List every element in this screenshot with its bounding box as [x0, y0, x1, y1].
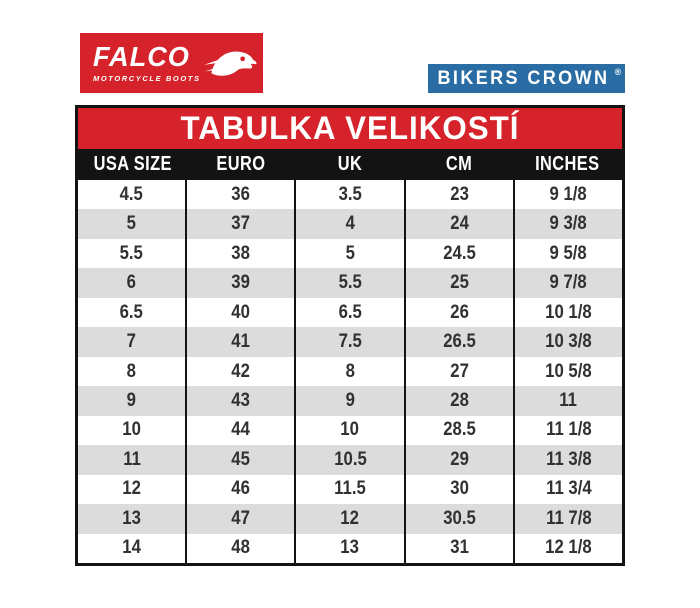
- table-cell: [294, 327, 403, 356]
- cell-value: 37: [231, 213, 251, 235]
- table-cell: [185, 357, 294, 386]
- cell-value: 10 3/8: [545, 331, 592, 353]
- cell-value: 10: [122, 419, 141, 441]
- cell-value: 48: [231, 537, 251, 559]
- cell-value: 26: [449, 301, 469, 323]
- table-row: [78, 298, 622, 327]
- header-cell-usa-size: USA SIZE: [93, 153, 172, 175]
- falco-tagline: MOTORCYCLE BOOTS: [93, 74, 201, 83]
- cell-value: 28: [449, 390, 469, 412]
- table-cell: [185, 239, 294, 268]
- cell-value: 5: [345, 242, 355, 264]
- cell-value: 5.5: [119, 242, 144, 264]
- table-row: [78, 239, 622, 268]
- cell-value: 5.5: [338, 272, 362, 294]
- cell-value: 11: [559, 390, 578, 412]
- cell-value: 30.5: [442, 507, 476, 529]
- cell-value: 10: [340, 419, 360, 441]
- table-cell: [513, 504, 622, 533]
- cell-value: 9 1/8: [549, 183, 588, 205]
- falco-logo: [80, 33, 263, 93]
- cell-value: 8: [345, 360, 355, 382]
- table-cell: [513, 298, 622, 327]
- table-cell: [185, 534, 294, 563]
- cell-value: 9 5/8: [549, 242, 588, 264]
- cell-value: 26.5: [442, 331, 476, 353]
- cell-value: 47: [231, 507, 251, 529]
- table-row: [78, 209, 622, 238]
- table-cell: [294, 239, 403, 268]
- cell-value: 12: [122, 478, 141, 500]
- cell-value: 42: [231, 360, 251, 382]
- header-cell-cm: CM: [445, 153, 472, 175]
- falco-wordmark-block: [93, 43, 201, 83]
- cell-value: 9 3/8: [549, 213, 588, 235]
- table-cell: [78, 268, 185, 297]
- cell-value: 6: [126, 272, 137, 294]
- cell-value: 10 5/8: [545, 360, 592, 382]
- table-cell: [404, 357, 513, 386]
- table-cell: [78, 386, 185, 415]
- table-row: [78, 416, 622, 445]
- cell-value: 43: [231, 390, 251, 412]
- table-row: [78, 268, 622, 297]
- table-cell: [294, 180, 403, 209]
- table-row: [78, 357, 622, 386]
- header-cell-inches: INCHES: [535, 153, 600, 175]
- table-cell: [78, 298, 185, 327]
- cell-value: 13: [122, 507, 141, 529]
- cell-value: 9: [345, 390, 355, 412]
- cell-value: 36: [231, 183, 251, 205]
- table-cell: [513, 534, 622, 563]
- cell-value: 10.5: [333, 448, 367, 470]
- cell-value: 7: [126, 331, 137, 353]
- table-cell: [78, 475, 185, 504]
- table-cell: [513, 357, 622, 386]
- table-cell: [404, 534, 513, 563]
- table-cell: [78, 504, 185, 533]
- table-cell: [294, 209, 403, 238]
- size-table-body: [78, 180, 622, 563]
- table-cell: [294, 416, 403, 445]
- table-cell: [513, 209, 622, 238]
- cell-value: 12 1/8: [545, 537, 592, 559]
- header-cell-uk: UK: [337, 153, 363, 175]
- table-cell: [185, 386, 294, 415]
- table-cell: [404, 180, 513, 209]
- table-cell: [513, 268, 622, 297]
- table-cell: [404, 327, 513, 356]
- table-cell: [404, 504, 513, 533]
- table-cell: [78, 357, 185, 386]
- table-cell: [404, 298, 513, 327]
- table-cell: [294, 386, 403, 415]
- table-cell: [404, 239, 513, 268]
- cell-value: 12: [340, 507, 360, 529]
- table-cell: [294, 445, 403, 474]
- table-row: [78, 504, 622, 533]
- table-cell: [294, 504, 403, 533]
- bikers-crown-wordmark: BIKERS CROWN: [437, 67, 610, 89]
- cell-value: 6.5: [338, 301, 362, 323]
- cell-value: 13: [340, 537, 360, 559]
- table-cell: [513, 327, 622, 356]
- table-cell: [404, 445, 513, 474]
- cell-value: 41: [231, 331, 251, 353]
- table-cell: [404, 209, 513, 238]
- cell-value: 30: [449, 478, 469, 500]
- table-cell: [513, 386, 622, 415]
- table-cell: [294, 475, 403, 504]
- falcon-head-icon: [203, 40, 259, 86]
- cell-value: 5: [126, 213, 137, 235]
- table-cell: [294, 298, 403, 327]
- table-cell: [185, 504, 294, 533]
- table-cell: [185, 475, 294, 504]
- table-cell: [185, 209, 294, 238]
- table-cell: [294, 357, 403, 386]
- cell-value: 11 7/8: [545, 507, 592, 529]
- cell-value: 45: [231, 448, 251, 470]
- cell-value: 9: [126, 390, 137, 412]
- cell-value: 11 3/4: [545, 478, 592, 500]
- table-row: [78, 445, 622, 474]
- cell-value: 40: [231, 301, 251, 323]
- cell-value: 3.5: [338, 183, 362, 205]
- table-cell: [513, 180, 622, 209]
- table-cell: [513, 445, 622, 474]
- bikers-crown-logo: [428, 64, 625, 93]
- cell-value: 4.5: [119, 183, 144, 205]
- table-cell: [78, 445, 185, 474]
- cell-value: 38: [231, 242, 251, 264]
- cell-value: 27: [449, 360, 469, 382]
- table-cell: [404, 416, 513, 445]
- cell-value: 11 1/8: [545, 419, 592, 441]
- table-row: [78, 534, 622, 563]
- cell-value: 31: [449, 537, 469, 559]
- cell-value: 6.5: [119, 301, 144, 323]
- cell-value: 10 1/8: [545, 301, 592, 323]
- cell-value: 8: [126, 360, 137, 382]
- cell-value: 29: [449, 448, 469, 470]
- table-cell: [185, 268, 294, 297]
- table-cell: [294, 268, 403, 297]
- cell-value: 7.5: [338, 331, 362, 353]
- cell-value: 39: [231, 272, 251, 294]
- cell-value: 11.5: [334, 478, 366, 500]
- chart-title-banner: [78, 108, 622, 149]
- cell-value: 23: [449, 183, 469, 205]
- table-cell: [78, 209, 185, 238]
- table-cell: [185, 327, 294, 356]
- table-cell: [78, 534, 185, 563]
- cell-value: 4: [345, 213, 355, 235]
- cell-value: 11: [122, 448, 141, 470]
- cell-value: 11 3/8: [545, 448, 592, 470]
- header-cell-euro: EURO: [216, 153, 266, 175]
- table-cell: [185, 416, 294, 445]
- falco-wordmark: FALCO: [93, 41, 190, 72]
- cell-value: 14: [122, 537, 141, 559]
- cell-value: 46: [231, 478, 251, 500]
- cell-value: 24: [449, 213, 469, 235]
- table-row: [78, 475, 622, 504]
- table-cell: [404, 386, 513, 415]
- table-row: [78, 180, 622, 209]
- table-cell: [404, 268, 513, 297]
- table-cell: [78, 239, 185, 268]
- table-cell: [185, 445, 294, 474]
- registered-trademark-symbol: ®: [614, 66, 622, 77]
- chart-title: TABULKA VELIKOSTÍ: [180, 110, 520, 146]
- table-cell: [78, 327, 185, 356]
- table-header-row: [78, 149, 622, 180]
- table-cell: [78, 180, 185, 209]
- table-row: [78, 327, 622, 356]
- table-row: [78, 386, 622, 415]
- cell-value: 24.5: [442, 242, 476, 264]
- table-cell: [513, 416, 622, 445]
- cell-value: 9 7/8: [549, 272, 588, 294]
- cell-value: 25: [449, 272, 469, 294]
- table-cell: [513, 475, 622, 504]
- table-cell: [513, 239, 622, 268]
- table-cell: [404, 475, 513, 504]
- table-cell: [185, 298, 294, 327]
- table-cell: [78, 416, 185, 445]
- table-cell: [294, 534, 403, 563]
- cell-value: 28.5: [442, 419, 476, 441]
- size-chart: [75, 105, 625, 566]
- table-cell: [185, 180, 294, 209]
- cell-value: 44: [231, 419, 251, 441]
